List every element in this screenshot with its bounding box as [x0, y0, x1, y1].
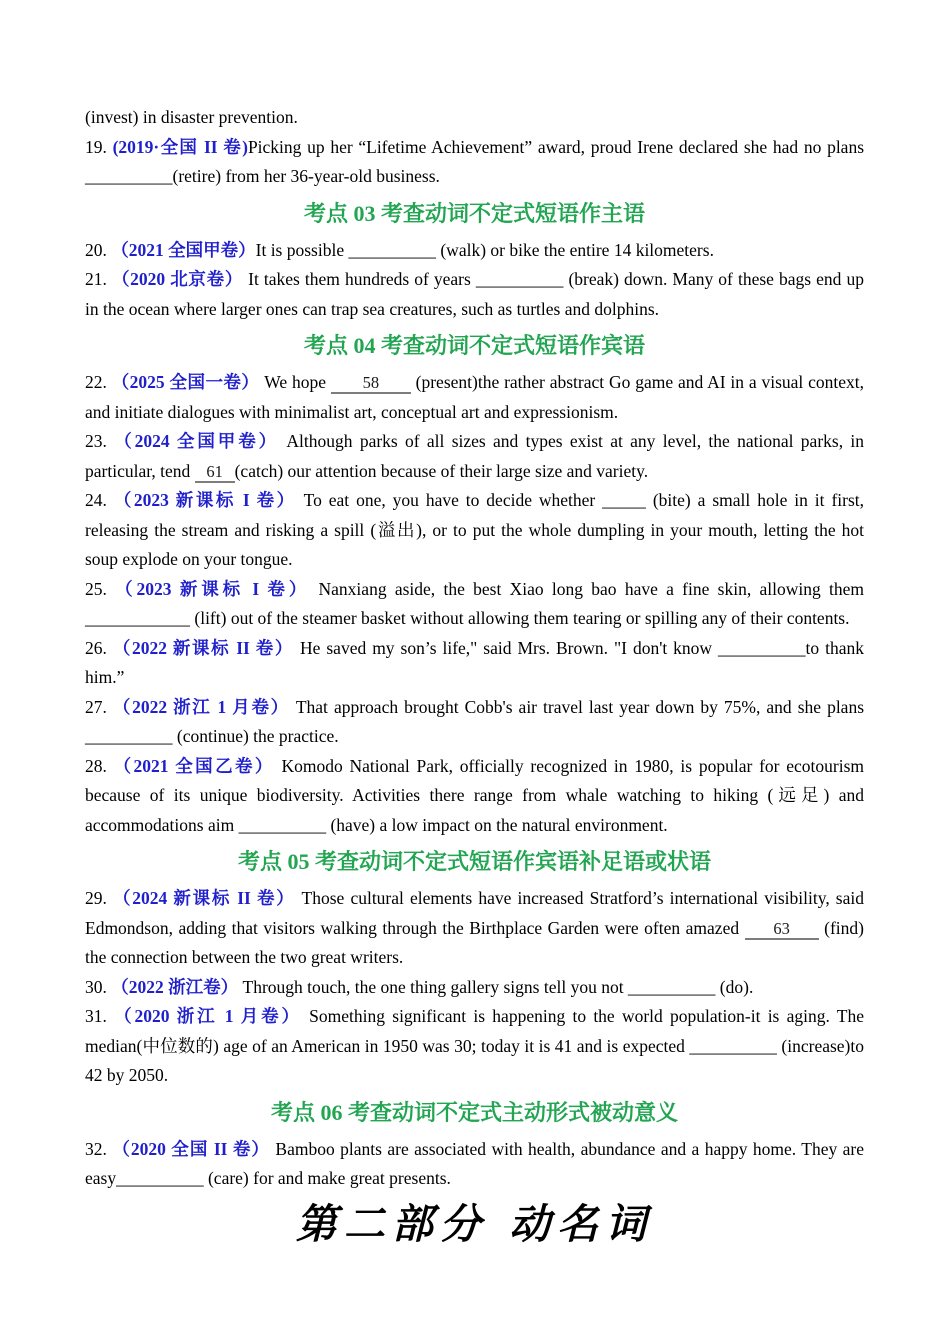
question-paragraph	[85, 634, 864, 693]
numbered-blank: 61	[195, 463, 235, 483]
question-text: (catch) our attention because of their large size and variety.	[234, 460, 649, 481]
question-paragraph	[85, 1135, 864, 1194]
exam-source-tag: （2021 全国乙卷）	[113, 755, 275, 776]
question-paragraph	[85, 265, 864, 324]
question-text: 28.	[85, 755, 114, 776]
question-text: He saved my son’s life," said Mrs. Brown. "I don't know __________to thank him.”	[85, 637, 865, 687]
question-paragraph	[85, 693, 864, 752]
exam-source-tag: （2024 新课标 II 卷）	[113, 888, 296, 908]
exam-source-tag: （2024 全国甲卷）	[114, 431, 280, 451]
question-paragraph	[85, 973, 864, 1003]
question-text: Picking up her “Lifetime Achievement” award, proud Irene declared she had no plans __________(retire) from her 36-year-old business.	[85, 136, 865, 186]
question-paragraph	[85, 103, 864, 133]
question-text: 24.	[85, 490, 114, 510]
question-text: 27.	[85, 696, 113, 717]
question-text: Bamboo plants are associated with health, abundance and a happy home. They are easy__________ (care) for and make great presents.	[85, 1138, 865, 1188]
numbered-blank: 63	[745, 920, 819, 940]
question-text: Nanxiang aside, the best Xiao long bao have a fine skin, allowing them ____________ (lift) out of the steamer basket without allowing them tearing or spilling any of their contents.	[85, 578, 865, 628]
question-paragraph	[85, 1002, 864, 1091]
question-paragraph	[85, 752, 864, 841]
exam-source-tag: （2022 新课标 II 卷）	[112, 637, 295, 658]
exam-source-tag: （2023 新课标 I 卷）	[115, 578, 311, 599]
exam-source-tag: （2020 北京卷）	[111, 269, 244, 289]
question-text: (present)the rather abstract Go game and AI in a visual context, and initiate dialogues with minimalist art, conceptual art and expressionism.	[85, 372, 864, 422]
question-text: 29.	[85, 888, 113, 908]
question-paragraph	[85, 368, 864, 427]
numbered-blank: 58	[331, 374, 411, 394]
question-text: Through touch, the one thing gallery signs tell you not __________ (do).	[238, 976, 754, 997]
question-text: (invest) in disaster prevention.	[85, 107, 298, 127]
section-heading: 考点 04 考查动词不定式短语作宾语	[303, 333, 645, 358]
question-text: 21.	[85, 269, 112, 289]
exam-source-tag: （2020 浙江 1 月卷）	[114, 1006, 302, 1026]
question-text: It is possible __________ (walk) or bike the entire 14 kilometers.	[255, 239, 714, 260]
question-paragraph	[85, 133, 864, 192]
question-text: 25.	[85, 578, 116, 599]
question-text: 32.	[85, 1138, 113, 1159]
section-heading: 考点 05 考查动词不定式短语作宾语补足语或状语	[237, 849, 711, 874]
question-text: It takes them hundreds of years __________ (break) down. Many of these bags end up in the ocean where larger ones can trap sea creatures, such as turtles and dolphins.	[85, 269, 864, 319]
question-text: That approach brought Cobb's air travel last year down by 75%, and she plans __________ (continue) the practice.	[85, 696, 865, 746]
question-text: We hope	[259, 372, 331, 392]
question-text: 20.	[85, 239, 112, 260]
question-text: 31.	[85, 1006, 115, 1026]
exam-source-tag: （2023 新课标 I 卷）	[113, 490, 297, 510]
exam-source-tag: （2020 全国 II 卷）	[112, 1138, 270, 1159]
question-text: Something significant is happening to the world population-it is aging. The median(中位数的) age of an American in 1950 was 30; today it is 41 and is expected __________ (increase)to 42 by 2050.	[85, 1006, 865, 1085]
question-text: Although parks of all sizes and types exist at any level, the national parks, in particular, tend	[85, 431, 864, 481]
question-paragraph	[85, 236, 864, 266]
question-text: Those cultural elements have increased Stratford’s international visibility, said Edmondson, adding that visitors walking through the Birthplace Garden were often amazed	[85, 888, 865, 938]
question-text: Komodo National Park, officially recognized in 1980, is popular for ecotourism because of its unique biodiversity. Activities there range from whale watching to hiking (远足) and accommodations aim __________ (have) a low impact on the natural environment.	[85, 755, 864, 835]
question-text: 26.	[85, 637, 113, 658]
exam-source-tag: （2025 全国一卷）	[111, 372, 260, 392]
section-heading: 考点 03 考查动词不定式短语作主语	[303, 200, 645, 226]
document-content	[85, 103, 864, 1249]
question-text: 22.	[85, 372, 112, 392]
question-text: 30.	[85, 976, 112, 997]
exam-source-tag: （2022 浙江 1 月卷）	[112, 696, 290, 717]
question-text: 19.	[85, 136, 113, 157]
exam-source-tag: (2019·全国 II 卷)	[112, 136, 248, 157]
exam-source-tag: （2021 全国甲卷）	[111, 239, 256, 260]
question-text: (find) the connection between the two great writers.	[85, 917, 864, 967]
section-heading: 考点 06 考查动词不定式主动形式被动意义	[270, 1099, 678, 1125]
question-text: To eat one, you have to decide whether _____ (bite) a small hole in it first, releasing the stream and risking a spill (溢出), or to put the whole dumpling in your mouth, letting the hot soup explode on your tongue.	[85, 490, 865, 569]
question-paragraph	[85, 427, 864, 486]
exam-source-tag: （2022 浙江卷）	[111, 976, 239, 997]
question-text: 23.	[85, 431, 115, 451]
question-paragraph	[85, 884, 864, 973]
question-paragraph	[85, 486, 864, 575]
question-paragraph	[85, 575, 864, 634]
part-title: 第二部分 动名词	[295, 1199, 654, 1248]
